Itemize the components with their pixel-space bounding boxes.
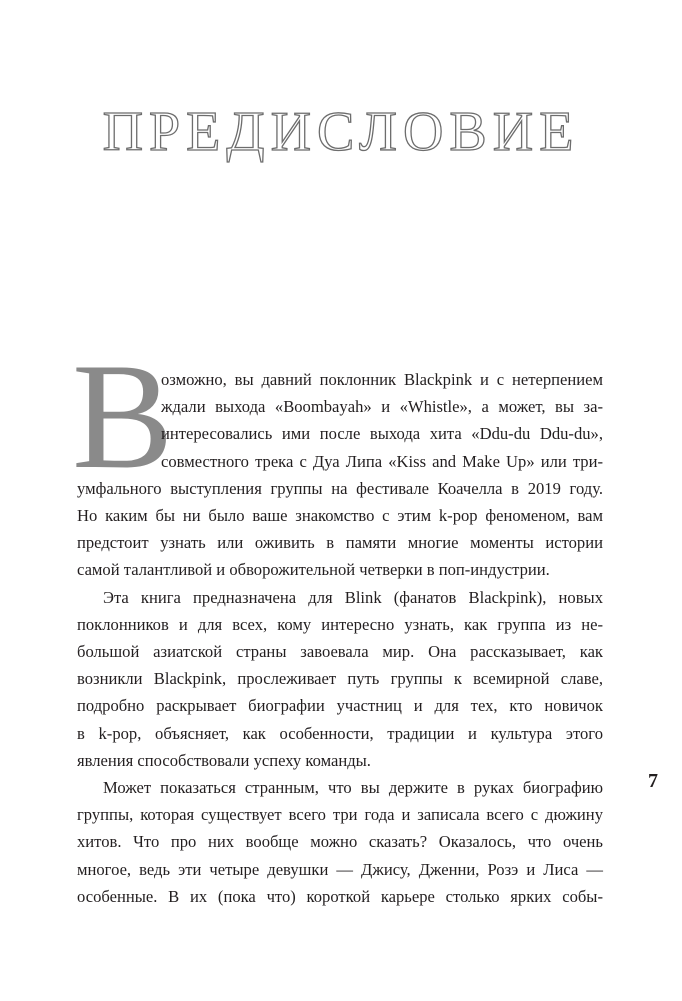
drop-cap: В <box>72 332 174 500</box>
text-line: Может показаться странным, что вы держите в руках биографию <box>103 778 603 798</box>
text-line: озможно, вы давний поклонник Blackpink и с нетерпением <box>161 370 603 389</box>
text-line: поклонников и для всех, кому интересно узнать, как группа из не- <box>77 614 603 634</box>
body-text <box>77 366 603 910</box>
text-line: самой талантливой и обворожительной четверки в поп-индустрии. <box>77 560 550 580</box>
text-line: интересовались ими после выхода хита «Ddu-du Ddu-du», <box>161 424 603 444</box>
text-line: ждали выхода «Boombayah» и «Whistle», а может, вы за- <box>161 397 603 417</box>
text-line: в k-pop, объясняет, как особенности, традиции и культура этого <box>77 723 603 743</box>
text-line: Но каким бы ни было ваше знакомство с этим k-pop феноменом, вам <box>77 506 603 526</box>
text-line: Эта книга предназначена для Blink (фанатов Blackpink), новых <box>103 587 603 607</box>
paragraph-2 <box>77 584 603 774</box>
text-line: многое, ведь эти четыре девушки — Джису, Дженни, Розэ и Лиса — <box>77 859 603 879</box>
text-line: совместного трека с Дуа Липа «Kiss and Make Up» или три- <box>161 451 603 471</box>
page-number: 7 <box>648 770 658 792</box>
text-line: хитов. Что про них вообще можно сказать? Оказалось, что очень <box>77 832 603 852</box>
chapter-title: ПРЕДИСЛОВИЕ <box>102 101 580 163</box>
text-line: особенные. В их (пока что) короткой карьере столько ярких собы- <box>77 886 603 906</box>
text-line: умфального выступления группы на фестивале Коачелла в 2019 году. <box>77 478 603 498</box>
text-line: подробно раскрывает биографии участниц и для тех, кто новичок <box>77 696 603 716</box>
text-line: предстоит узнать или оживить в памяти многие моменты истории <box>77 533 603 553</box>
paragraph-1 <box>77 366 603 584</box>
paragraph-3 <box>77 774 603 910</box>
text-line: большой азиатской страны завоевала мир. Она рассказывает, как <box>77 642 603 662</box>
text-line: явления способствовали успеху команды. <box>77 750 371 770</box>
text-line: возникли Blackpink, прослеживает путь группы к всемирной славе, <box>77 669 603 689</box>
text-line: группы, которая существует всего три года и записала всего с дюжину <box>77 805 603 825</box>
